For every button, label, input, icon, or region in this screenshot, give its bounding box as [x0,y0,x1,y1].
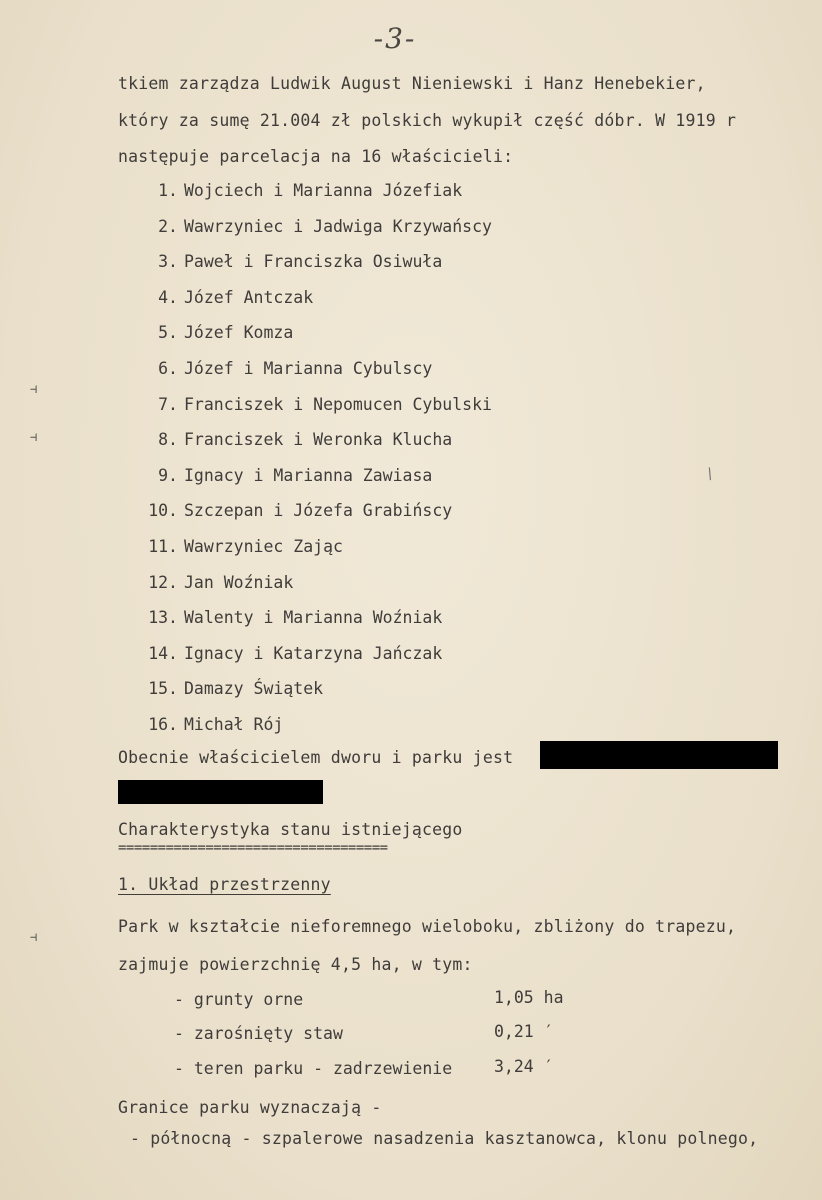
area-label: - grunty orne [174,990,304,1009]
owner-number: 14. [148,643,178,663]
owner-name: Józef Komza [184,323,294,343]
owner-list-item [134,501,452,520]
redaction-bar [118,780,323,804]
owner-list-item [134,466,432,485]
owner-number: 16. [148,715,178,734]
intro-line-1: tkiem zarządza Ludwik August Nieniewski i Hanz Henebekier, [118,74,706,93]
description-line-1: Park w kształcie nieforemnego wieloboku, zbliżony do trapezu, [118,917,737,936]
area-label: - zarośnięty staw [174,1024,343,1043]
owner-list-item [134,181,462,200]
redaction-bar [540,741,778,769]
owner-list-item [134,573,293,592]
owner-list-item [134,644,442,663]
section-rule: ================================== [118,840,388,856]
owner-number: 10. [148,501,178,521]
owner-name: Michał Rój [184,715,284,734]
owner-name: Damazy Świątek [184,679,324,699]
owner-name: Wojciech i Marianna Józefiak [184,181,463,200]
borders-intro: Granice parku wyznaczają - [118,1098,382,1117]
margin-mark: ⊣ [30,430,38,444]
owner-list-item [134,715,283,734]
owner-list-item [134,608,442,627]
owner-list-item [134,430,452,449]
owner-number: 6. [158,359,178,378]
owner-number: 1. [158,181,178,200]
owner-name: Ignacy i Marianna Zawiasa [184,465,433,485]
owner-list-item [134,679,323,698]
margin-mark: ⊣ [30,930,38,944]
owner-number: 4. [158,287,178,307]
current-owner-text: Obecnie właścicielem dworu i parku jest [118,748,514,767]
owner-number: 8. [158,430,178,450]
owner-list-item [134,537,343,556]
owner-name: Walenty i Marianna Woźniak [184,608,443,628]
intro-line-3: następuje parcelacja na 16 właścicieli: [118,147,514,166]
owner-list-item [134,359,432,378]
area-value: 1,05 ha [494,988,564,1007]
owner-number: 7. [158,394,178,414]
owner-number: 3. [158,252,178,272]
owner-number: 15. [148,679,178,699]
area-value: 3,24 ′ [494,1057,554,1076]
owner-list-item [134,252,442,271]
intro-line-2: który za sumę 21.004 zł polskich wykupił część dóbr. W 1919 r [118,111,737,130]
owner-name: Ignacy i Katarzyna Jańczak [184,643,443,663]
owner-name: Franciszek i Weronka Klucha [184,430,453,450]
subsection-heading: 1. Układ przestrzenny [118,875,331,894]
owner-number: 9. [158,465,178,485]
page-number: -3- [373,22,417,55]
area-label: - teren parku - zadrzewienie [174,1059,453,1078]
owner-list-item [134,395,492,414]
owner-name: Józef i Marianna Cybulscy [184,359,433,378]
owner-number: 11. [148,537,178,556]
description-line-2: zajmuje powierzchnię 4,5 ha, w tym: [118,955,473,974]
owner-name: Józef Antczak [184,287,314,307]
owner-name: Wawrzyniec Zając [184,537,343,556]
section-heading: Charakterystyka stanu istniejącego [118,820,463,839]
margin-mark: ⊣ [30,382,38,396]
owner-number: 2. [158,216,178,236]
owner-name: Wawrzyniec i Jadwiga Krzywańscy [184,216,492,236]
owner-name: Szczepan i Józefa Grabińscy [184,501,453,521]
owner-number: 13. [148,608,178,628]
owner-number: 12. [148,572,178,592]
borders-north: - północną - szpalerowe nasadzenia kasztanowca, klonu polnego, [130,1129,759,1148]
owner-name: Jan Woźniak [184,572,294,592]
owner-name: Franciszek i Nepomucen Cybulski [184,394,492,414]
stray-mark: / [702,464,718,484]
owner-number: 5. [158,323,178,343]
owner-list-item [134,288,313,307]
owner-list-item [134,217,492,236]
owner-list-item [134,323,293,342]
area-value: 0,21 ′ [494,1022,554,1041]
owner-name: Paweł i Franciszka Osiwuła [184,252,443,272]
